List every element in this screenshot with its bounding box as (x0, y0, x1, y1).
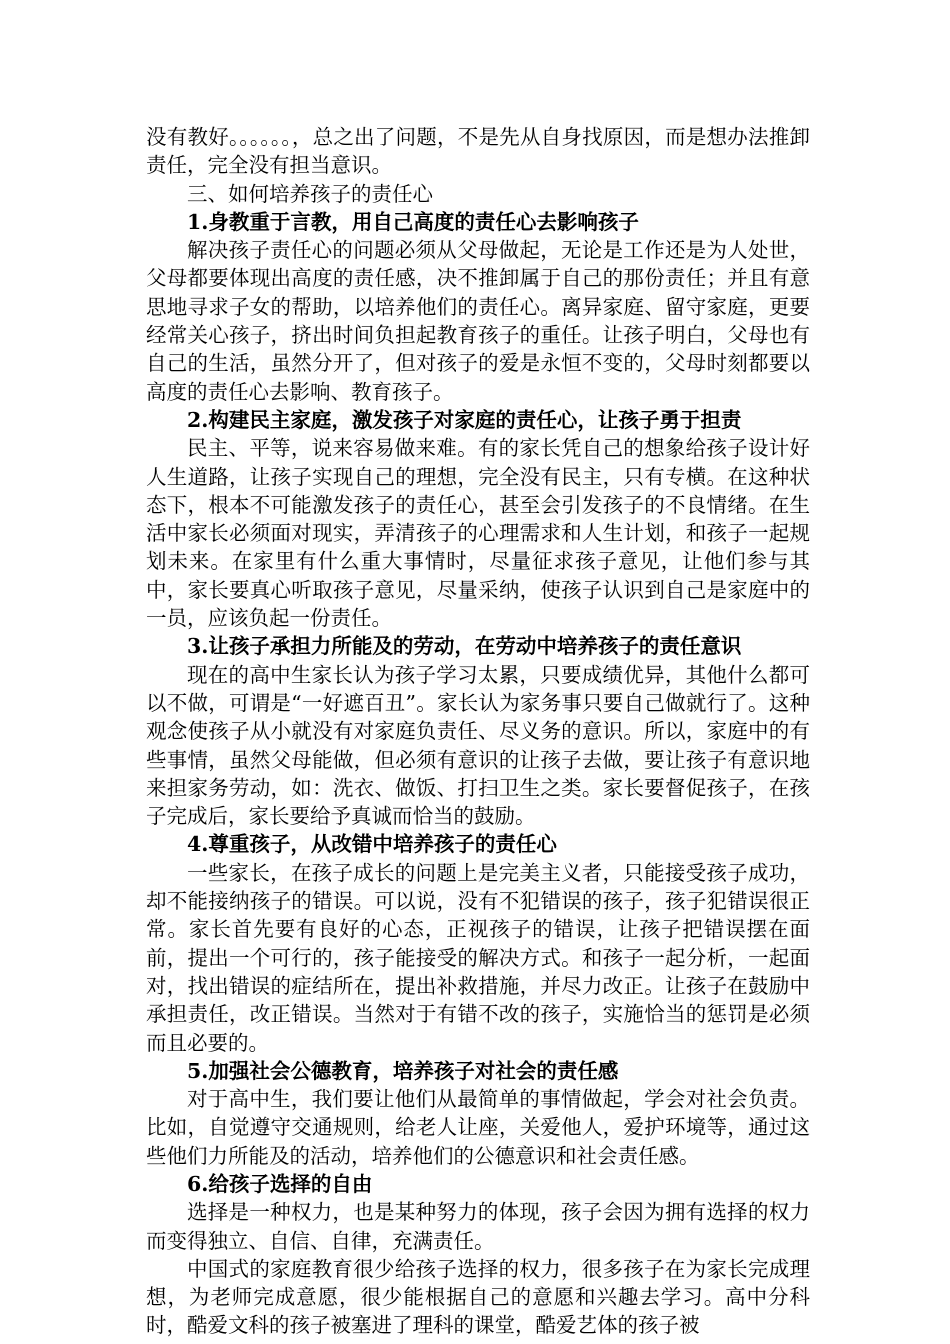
item-5-heading: 5.加强社会公德教育，培养孩子对社会的责任感 (187, 1058, 619, 1083)
item-1-paragraph: 解决孩子责任心的问题必须从父母做起，无论是工作还是为人处世，父母都要体现出高度的责任感，决不推卸属于自己的那份责任；并且有意思地寻求子女的帮助，以培养他们的责任心。离异家庭、留守家庭，更要经常关心孩子，挤出时间负担起教育孩子的重任。让孩子明白，父母也有自己的生活，虽然分开了，但对孩子的爱是永恒不变的，父母时刻都要以高度的责任心去影响、教育孩子。 (146, 238, 810, 404)
item-3-heading: 3.让孩子承担力所能及的劳动，在劳动中培养孩子的责任意识 (187, 634, 742, 659)
item-6-paragraph-1: 选择是一种权力，也是某种努力的体现，孩子会因为拥有选择的权力而变得独立、自信、自律，充满责任。 (146, 1200, 810, 1253)
section-title: 三、如何培养孩子的责任心 (187, 181, 433, 206)
item-6-paragraph-2: 中国式的家庭教育很少给孩子选择的权力，很多孩子在为家长完成理想，为老师完成意愿，很少能根据自己的意愿和兴趣去学习。高中分科时，酷爱文科的孩子被塞进了理科的课堂，酷爱艺体的孩子被 (146, 1256, 810, 1338)
item-4-paragraph: 一些家长，在孩子成长的问题上是完美主义者，只能接受孩子成功，却不能接纳孩子的错误。可以说，没有不犯错误的孩子，孩子犯错误很正常。家长首先要有良好的心态，正视孩子的错误，让孩子把错误摆在面前，提出一个可行的，孩子能接受的解决方式。和孩子一起分析，一起面对，找出错误的症结所在，提出补救措施，并尽力改正。让孩子在鼓励中承担责任，改正错误。当然对于有错不改的孩子，实施恰当的惩罚是必须而且必要的。 (146, 860, 810, 1055)
item-1-heading: 1.身教重于言教，用自己高度的责任心去影响孩子 (187, 209, 639, 234)
intro-paragraph: 没有教好。。。。。。，总之出了问题，不是先从自身找原因，而是想办法推卸责任，完全没有担当意识。 (146, 125, 810, 178)
item-4-heading: 4.尊重孩子，从改错中培养孩子的责任心 (187, 832, 557, 857)
item-2-heading: 2.构建民主家庭，激发孩子对家庭的责任心，让孩子勇于担责 (187, 407, 742, 432)
item-2-paragraph: 民主、平等，说来容易做来难。有的家长凭自己的想象给孩子设计好人生道路，让孩子实现自己的理想，完全没有民主，只有专横。在这种状态下，根本不可能激发孩子的责任心，甚至会引发孩子的不良情绪。在生活中家长必须面对现实，弄清孩子的心理需求和人生计划，和孩子一起规划未来。在家里有什么重大事情时，尽量征求孩子意见，让他们参与其中，家长要真心听取孩子意见，尽量采纳，使孩子认识到自己是家庭中的一员，应该负起一份责任。 (146, 436, 810, 631)
item-6-heading: 6.给孩子选择的自由 (187, 1171, 373, 1196)
document-page (146, 123, 810, 1340)
item-3-paragraph: 现在的高中生家长认为孩子学习太累，只要成绩优异，其他什么都可以不做，可谓是“一好遮百丑”。家长认为家务事只要自己做就行了。这种观念使孩子从小就没有对家庭负责任、尽义务的意识。所以，家庭中的有些事情，虽然父母能做，但必须有意识的让孩子去做，要让孩子有意识地来担家务劳动，如：洗衣、做饭、打扫卫生之类。家长要督促孩子，在孩子完成后，家长要给予真诚而恰当的鼓励。 (146, 662, 810, 829)
item-5-paragraph: 对于高中生，我们要让他们从最简单的事情做起，学会对社会负责。比如，自觉遵守交通规则，给老人让座，关爱他人，爱护环境等，通过这些他们力所能及的活动，培养他们的公德意识和社会责任感。 (146, 1087, 810, 1168)
